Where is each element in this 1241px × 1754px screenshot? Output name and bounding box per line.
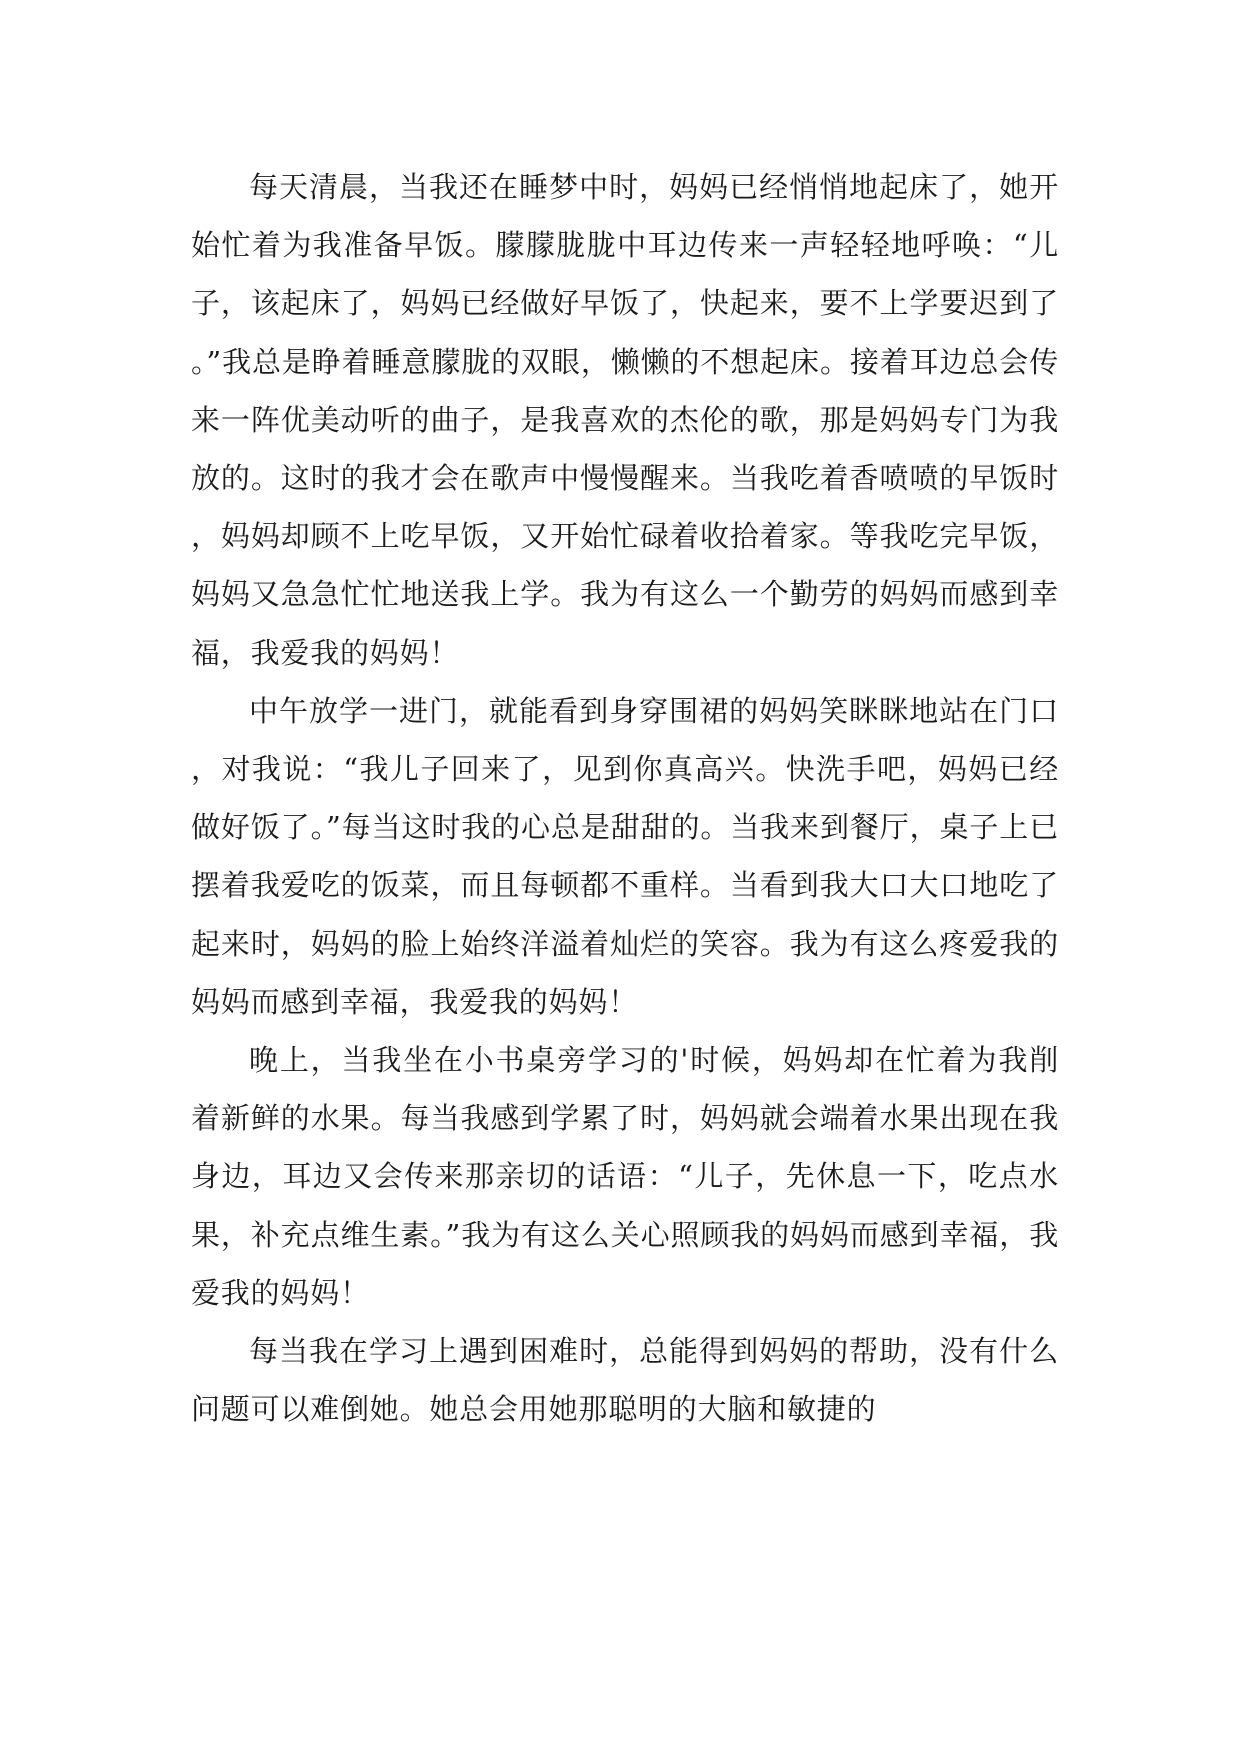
- paragraph-study-help: 每当我在学习上遇到困难时，总能得到妈妈的帮助，没有什么问题可以难倒她。她总会用她那聪明的大脑和敏捷的: [191, 1334, 1059, 1427]
- paragraph-evening: 晚上，当我坐在小书桌旁学习的'时候，妈妈却在忙着为我削着新鲜的水果。每当我感到学累了时，妈妈就会端着水果出现在我身边，耳边又会传来那亲切的话语：“儿子，先休息一下，吃点水果，补充点维生素。”我为有这么关心照顾我的妈妈而感到幸福，我爱我的妈妈！: [191, 1043, 1059, 1310]
- essay-body: [191, 158, 1059, 1438]
- paragraph-morning: 每天清晨，当我还在睡梦中时，妈妈已经悄悄地起床了，她开始忙着为我准备早饭。朦朦胧胧中耳边传来一声轻轻地呼唤：“儿子，该起床了，妈妈已经做好早饭了，快起来，要不上学要迟到了。”我总是睁着睡意朦胧的双眼，懒懒的不想起床。接着耳边总会传来一阵优美动听的曲子，是我喜欢的杰伦的歌，那是妈妈专门为我放的。这时的我才会在歌声中慢慢醒来。当我吃着香喷喷的早饭时，妈妈却顾不上吃早饭，又开始忙碌着收拾着家。等我吃完早饭，妈妈又急急忙忙地送我上学。我为有这么一个勤劳的妈妈而感到幸福，我爱我的妈妈！: [191, 170, 1059, 670]
- paragraph-noon: 中午放学一进门，就能看到身穿围裙的妈妈笑眯眯地站在门口，对我说：“我儿子回来了，见到你真高兴。快洗手吧，妈妈已经做好饭了。”每当这时我的心总是甜甜的。当我来到餐厅，桌子上已摆着我爱吃的饭菜，而且每顿都不重样。当看到我大口大口地吃了起来时，妈妈的脸上始终洋溢着灿烂的笑容。我为有这么疼爱我的妈妈而感到幸福，我爱我的妈妈！: [191, 693, 1059, 1019]
